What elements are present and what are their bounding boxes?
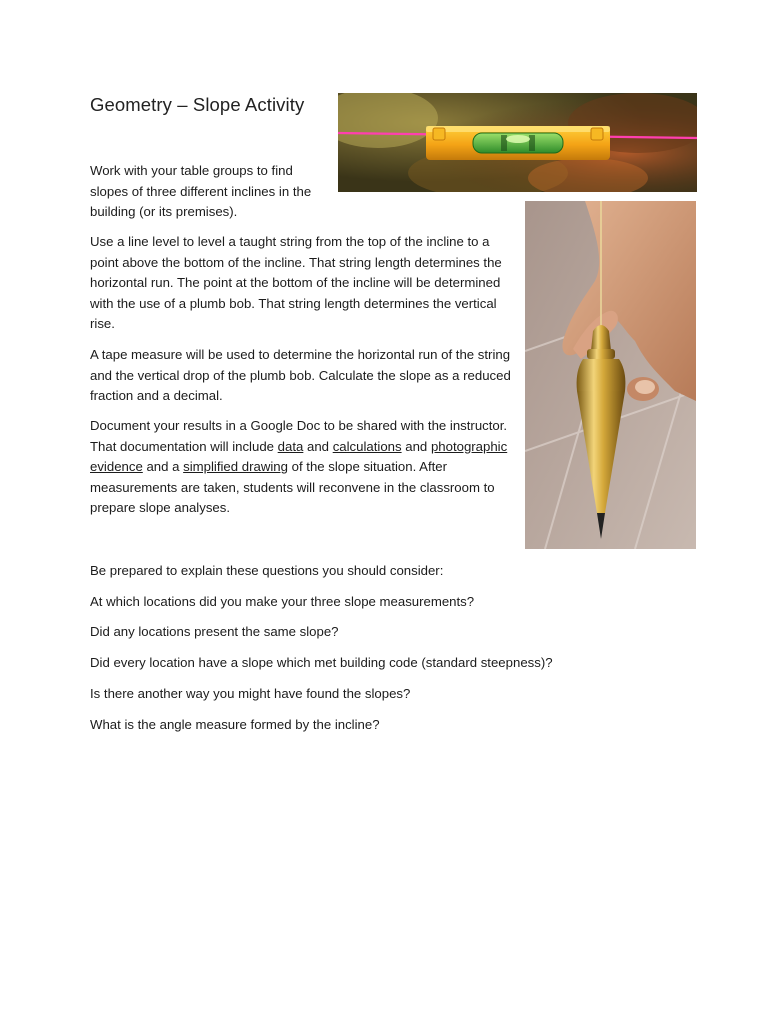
question-item: At which locations did you make your three slope measurements?	[90, 594, 475, 609]
documentation-text-2: of the slope situation. After measurements are taken, students will reconvene in the classroom to prepare slope analyses.	[90, 459, 495, 515]
question-item: Did every location have a slope which met building code (standard steepness)?	[90, 655, 553, 670]
plumb-bob-photo	[525, 201, 696, 549]
documentation-text-1: Document your results in a Google Doc to be shared with the instructor. That documentation will include	[90, 418, 508, 454]
intro-paragraph: Work with your table groups to find slopes of three different inclines in the building (or its premises).	[90, 163, 312, 219]
documentation-and-2: and	[401, 438, 431, 454]
questions-intro: Be prepared to explain these questions you should consider:	[90, 563, 444, 578]
line-level-paragraph: Use a line level to level a taught string from the top of the incline to a point above the bottom of the incline. That string length determines the horizontal run. The point at the bottom of the incline will be determined with the use of a plumb bob. That string length determines the vertical rise.	[90, 234, 502, 331]
question-item: Is there another way you might have found the slopes?	[90, 686, 411, 701]
question-item: What is the angle measure formed by the incline?	[90, 717, 380, 732]
calculations-term: calculations	[332, 438, 402, 454]
documentation-paragraph	[90, 416, 515, 519]
page-title: Geometry – Slope Activity	[90, 94, 305, 115]
documentation-and-1: and	[303, 438, 333, 454]
tape-measure-paragraph: A tape measure will be used to determine the horizontal run of the string and the vertical drop of the plumb bob. Calculate the slope as a reduced fraction and a decimal.	[90, 347, 511, 403]
simplified-drawing-term: simplified drawing	[183, 459, 288, 474]
documentation-and-3: and a	[142, 459, 184, 474]
question-item: Did any locations present the same slope?	[90, 624, 339, 639]
data-term: data	[277, 438, 304, 454]
line-level-photo	[338, 93, 697, 192]
photographic-evidence-term: photographic evidence	[90, 438, 508, 474]
